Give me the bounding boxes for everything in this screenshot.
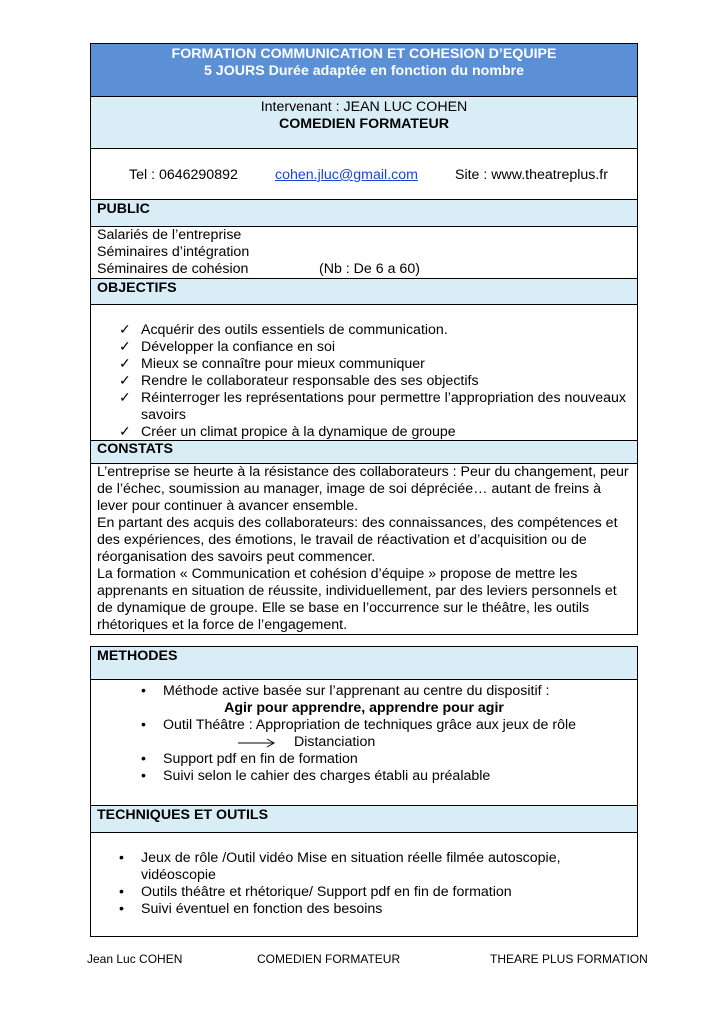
intervenant-block (91, 97, 637, 149)
objectifs-heading: OBJECTIFS (91, 279, 637, 305)
list-item: • Jeux de rôle /Outil vidéo Mise en situation réelle filmée autoscopie, vidéoscopie (119, 850, 561, 883)
list-item: ✓ Rendre le collaborateur responsable des ses objectifs (119, 373, 479, 389)
footer-author: Jean Luc COHEN (87, 952, 183, 966)
methodes-heading: METHODES (91, 647, 637, 680)
distanciation-text: Distanciation (294, 734, 376, 750)
bullet-icon: • (141, 751, 146, 767)
constats-paragraph: En partant des acquis des collaborateurs: des connaissances, des compétences et des expériences, des émotions, le travail de réactivation et d’acquisition ou de réorganisation des savoirs peut commencer. (97, 515, 618, 565)
public-line: Séminaires de cohésion (97, 261, 249, 277)
public-heading: PUBLIC (91, 200, 637, 227)
list-item: ✓ Développer la confiance en soi (119, 339, 336, 355)
methods-table (90, 646, 638, 937)
list-item: ✓ Créer un climat propice à la dynamique de groupe (119, 424, 456, 440)
list-item: ✓ Acquérir des outils essentiels de communication. (119, 322, 448, 338)
list-item (91, 700, 637, 717)
bullet-icon: • (119, 850, 124, 866)
constats-heading: CONSTATS (91, 441, 637, 464)
main-table (90, 43, 638, 635)
list-item: • Support pdf en fin de formation (141, 751, 358, 767)
public-line: Salariés de l’entreprise (97, 227, 242, 243)
constats-content (91, 464, 637, 634)
phone-text: Tel : 0646290892 (129, 167, 238, 183)
bullet-icon: • (141, 768, 146, 784)
list-item: • Suivi selon le cahier des charges établi au préalable (141, 768, 491, 784)
checkmark-icon: ✓ (119, 356, 131, 372)
footer-role: COMEDIEN FORMATEUR (257, 952, 401, 966)
checkmark-icon: ✓ (119, 322, 131, 338)
constats-paragraph: L’entreprise se heurte à la résistance des collaborateurs : Peur du changement, peur de l’échec, soumission au manager, image de soi dépréciée… autant de freins à lever pour continuer à avancer ensemble. (97, 464, 629, 514)
list-item (91, 734, 637, 751)
techniques-content (91, 833, 637, 936)
intervenant-role: COMEDIEN FORMATEUR (279, 116, 449, 132)
list-item: • Outils théâtre et rhétorique/ Support pdf en fin de formation (119, 884, 512, 900)
bullet-icon: • (141, 683, 146, 699)
bullet-icon: • (119, 901, 124, 917)
objectifs-content (91, 305, 637, 441)
methodes-content (91, 680, 637, 806)
document-subtitle: 5 JOURS Durée adaptée en fonction du nombre (203, 63, 525, 79)
contact-block (91, 149, 637, 200)
techniques-list (91, 850, 637, 918)
title-block (91, 44, 637, 97)
arrow-right-icon (237, 737, 277, 749)
techniques-heading: TECHNIQUES ET OUTILS (91, 806, 637, 833)
footer-company: THEARE PLUS FORMATION (490, 952, 648, 966)
list-item: ✓ Mieux se connaître pour mieux communiquer (119, 356, 425, 372)
email-link[interactable]: cohen.jluc@gmail.com (275, 167, 418, 183)
website-text: Site : www.theatreplus.fr (455, 167, 608, 183)
bullet-icon: • (141, 717, 146, 733)
constats-paragraph: La formation « Communication et cohésion d’équipe » propose de mettre les apprenants en situation de réussite, individuellement, par des leviers personnels et de dynamique de groupe. Elle se base en l’occurrence sur le théâtre, les outils rhétoriques et la force de l’engagement. (97, 566, 617, 633)
methodes-list (91, 683, 637, 785)
public-line: Séminaires d’intégration (97, 244, 250, 260)
checkmark-icon: ✓ (119, 339, 131, 355)
bullet-icon: • (119, 884, 124, 900)
checkmark-icon: ✓ (119, 373, 131, 389)
public-content (91, 227, 637, 279)
list-item: • Suivi éventuel en fonction des besoins (119, 901, 383, 917)
intervenant-name: Intervenant : JEAN LUC COHEN (260, 99, 468, 115)
methodes-motto: Agir pour apprendre, apprendre pour agir (224, 700, 504, 716)
list-item: • Méthode active basée sur l’apprenant au centre du dispositif : (141, 683, 550, 699)
list-item: • Outil Théâtre : Appropriation de techniques grâce aux jeux de rôle (141, 717, 577, 733)
participants-count: (Nb : De 6 a 60) (319, 261, 420, 277)
objectifs-list (91, 322, 637, 441)
checkmark-icon: ✓ (119, 424, 131, 440)
document-title: FORMATION COMMUNICATION ET COHESION D’EQUIPE (171, 46, 557, 62)
list-item: ✓ Réinterroger les représentations pour permettre l’appropriation des nouveaux savoirs (119, 390, 627, 423)
checkmark-icon: ✓ (119, 390, 131, 406)
